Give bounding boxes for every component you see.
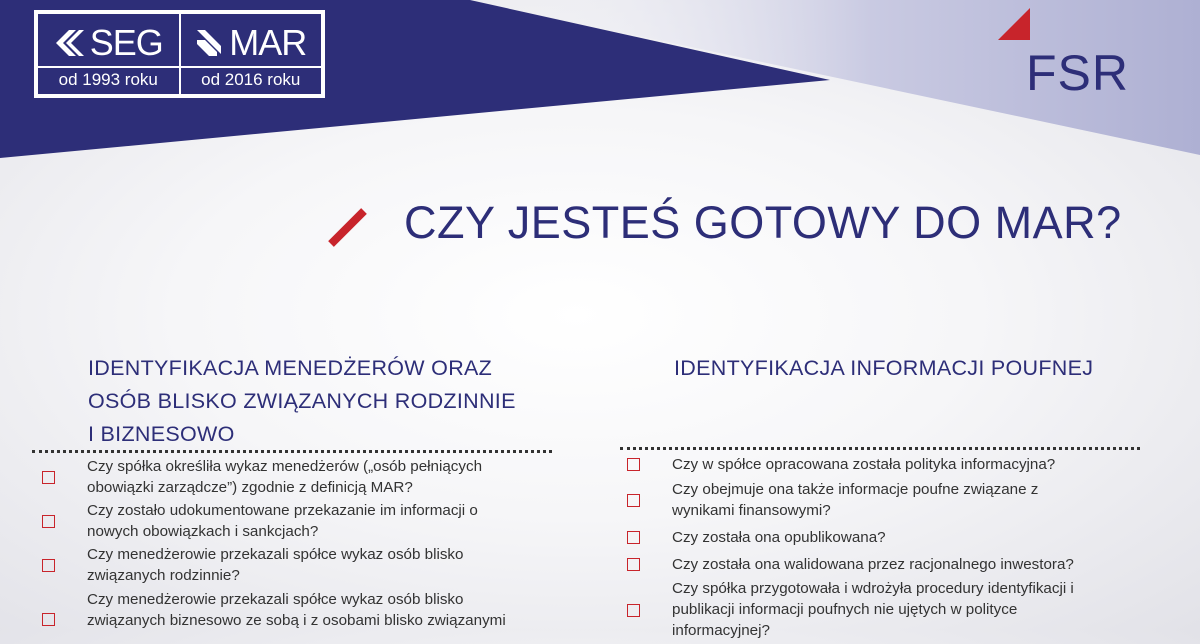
checklist-item: Czy została ona walidowana przez racjonalnego inwestora? xyxy=(627,550,1167,578)
checkbox[interactable] xyxy=(42,471,55,484)
mar-logo-since: od 2016 roku xyxy=(201,69,301,89)
checkbox[interactable] xyxy=(42,515,55,528)
fsr-triangle-icon xyxy=(996,8,1036,44)
checklist-item: Czy menedżerowie przekazali spółce wykaz osób blisko związanych rodzinnie? xyxy=(42,543,562,587)
seg-logo-divider xyxy=(38,66,179,68)
checkbox[interactable] xyxy=(42,559,55,572)
mar-logo-name: MAR xyxy=(229,21,307,63)
checkbox[interactable] xyxy=(627,604,640,617)
right-section xyxy=(674,352,1154,385)
left-section xyxy=(88,352,568,451)
left-checklist xyxy=(42,455,562,639)
mar-logo xyxy=(181,14,322,94)
right-checklist xyxy=(627,452,1167,644)
seg-emblem-icon xyxy=(54,28,84,58)
mar-emblem-icon xyxy=(195,28,223,58)
checklist-item: Czy w spółce opracowana została polityka informacyjna? xyxy=(627,452,1167,476)
checklist-item: Czy zostało udokumentowane przekazanie im informacji o nowych obowiązkach i sankcjach? xyxy=(42,499,562,543)
left-section-divider xyxy=(32,450,552,453)
checklist-item: Czy została ona opublikowana? xyxy=(627,524,1167,550)
logo-group xyxy=(34,10,325,98)
fsr-logo xyxy=(996,8,1136,101)
seg-logo-since: od 1993 roku xyxy=(58,69,158,89)
mar-logo-divider xyxy=(181,66,322,68)
checklist-item: Czy spółka przygotowała i wdrożyła procedury identyfikacji i publikacji informacji poufnych nie ujętych w polityce informacyjnej? xyxy=(627,578,1167,644)
checkbox[interactable] xyxy=(627,558,640,571)
fsr-logo-name: FSR xyxy=(1026,45,1129,101)
page-title: CZY JESTEŚ GOTOWY DO MAR? xyxy=(404,197,1122,248)
checkbox[interactable] xyxy=(627,494,640,507)
right-section-heading: IDENTYFIKACJA INFORMACJI POUFNEJ xyxy=(674,356,1094,380)
checklist-item: Czy menedżerowie przekazali spółce wykaz osób blisko związanych biznesowo ze sobą i z osobami blisko związanymi xyxy=(42,587,562,639)
checkbox[interactable] xyxy=(42,613,55,626)
right-section-divider xyxy=(620,447,1140,450)
seg-logo xyxy=(38,14,179,94)
checklist-item: Czy spółka określiła wykaz menedżerów („osób pełniących obowiązki zarządcze”) zgodnie z definicją MAR? xyxy=(42,455,562,499)
checklist-item: Czy obejmuje ona także informacje poufne związane z wynikami finansowymi? xyxy=(627,476,1167,524)
left-section-heading: IDENTYFIKACJA MENEDŻERÓW ORAZ OSÓB BLISKO ZWIĄZANYCH RODZINNIE I BIZNESOWO xyxy=(88,356,516,446)
checkbox[interactable] xyxy=(627,531,640,544)
seg-logo-name: SEG xyxy=(89,21,163,63)
checkbox[interactable] xyxy=(627,458,640,471)
red-slash-icon xyxy=(325,205,370,249)
